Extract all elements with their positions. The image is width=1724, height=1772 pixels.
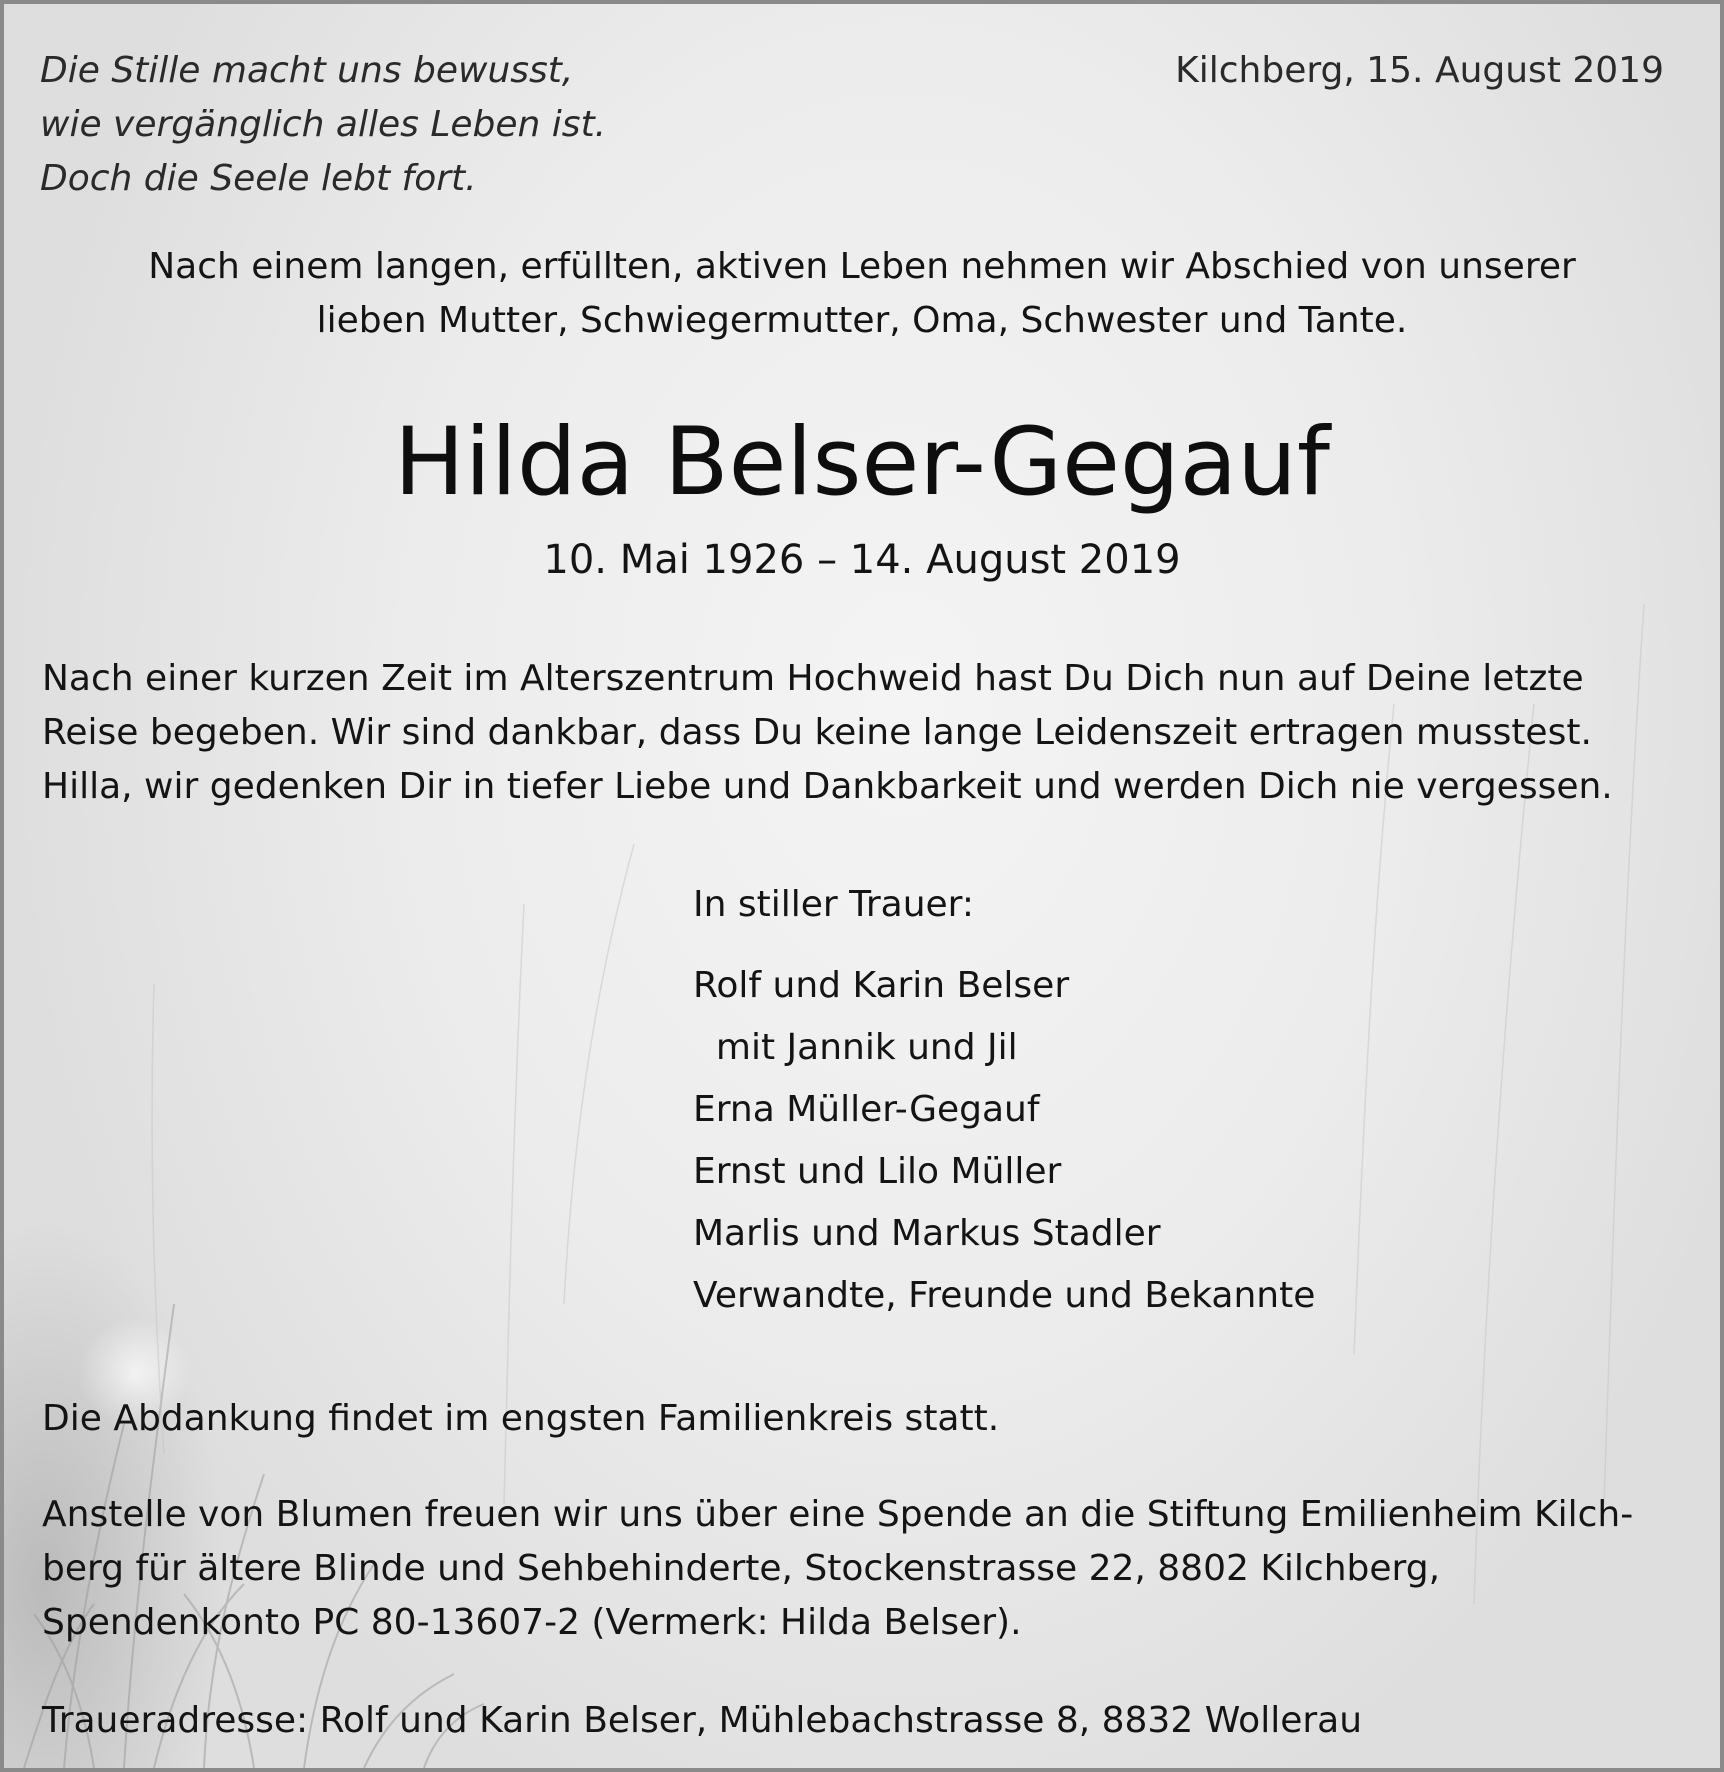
life-dates: 10. Mai 1926 – 14. August 2019 (543, 537, 1181, 583)
mourners-list (693, 959, 1315, 1331)
ceremony-note: Die Abdankung findet im engsten Familienkreis statt. (42, 1398, 1000, 1439)
motto-line: Doch die Seele lebt fort. (40, 158, 477, 199)
motto-line: Die Stille macht uns bewusst, (40, 50, 574, 91)
motto-verse (40, 44, 606, 206)
body-line: Hilla, wir gedenken Dir in tiefer Liebe und Dankbarkeit und werden Dich nie vergessen. (42, 766, 1613, 807)
donation-line: berg für ältere Blinde und Sehbehinderte, Stockenstrasse 22, 8802 Kilchberg, (42, 1548, 1441, 1589)
intro-text (4, 240, 1720, 348)
donation-note (42, 1488, 1633, 1650)
mourner-entry: Rolf und Karin Belser (693, 965, 1070, 1006)
place-date: Kilchberg, 15. August 2019 (1175, 50, 1664, 91)
motto-line: wie vergänglich alles Leben ist. (40, 104, 607, 145)
donation-line: Anstelle von Blumen freuen wir uns über eine Spende an die Stiftung Emilienheim Kilch- (42, 1494, 1634, 1535)
intro-line: Nach einem langen, erfüllten, aktiven Leben nehmen wir Abschied von unserer (148, 246, 1576, 287)
intro-line: lieben Mutter, Schwiegermutter, Oma, Schwester und Tante. (316, 300, 1408, 341)
body-line: Reise begeben. Wir sind dankbar, dass Du keine lange Leidenszeit ertragen musstest. (42, 712, 1592, 753)
mourning-address: Traueradresse: Rolf und Karin Belser, Mühlebachstrasse 8, 8832 Wollerau (42, 1700, 1363, 1741)
deceased-name: Hilda Belser-Gegauf (394, 408, 1330, 517)
mourner-entry: Erna Müller-Gegauf (693, 1089, 1040, 1130)
body-text (42, 652, 1613, 814)
mourner-entry: Marlis und Markus Stadler (693, 1213, 1161, 1254)
mourner-entry: mit Jannik und Jil (693, 1027, 1018, 1068)
donation-line: Spendenkonto PC 80-13607-2 (Vermerk: Hilda Belser). (42, 1602, 1022, 1643)
body-line: Nach einer kurzen Zeit im Alterszentrum Hochweid hast Du Dich nun auf Deine letzte (42, 658, 1584, 699)
mourning-heading: In stiller Trauer: (693, 884, 974, 925)
mourner-entry: Ernst und Lilo Müller (693, 1151, 1062, 1192)
mourner-entry: Verwandte, Freunde und Bekannte (693, 1275, 1316, 1316)
